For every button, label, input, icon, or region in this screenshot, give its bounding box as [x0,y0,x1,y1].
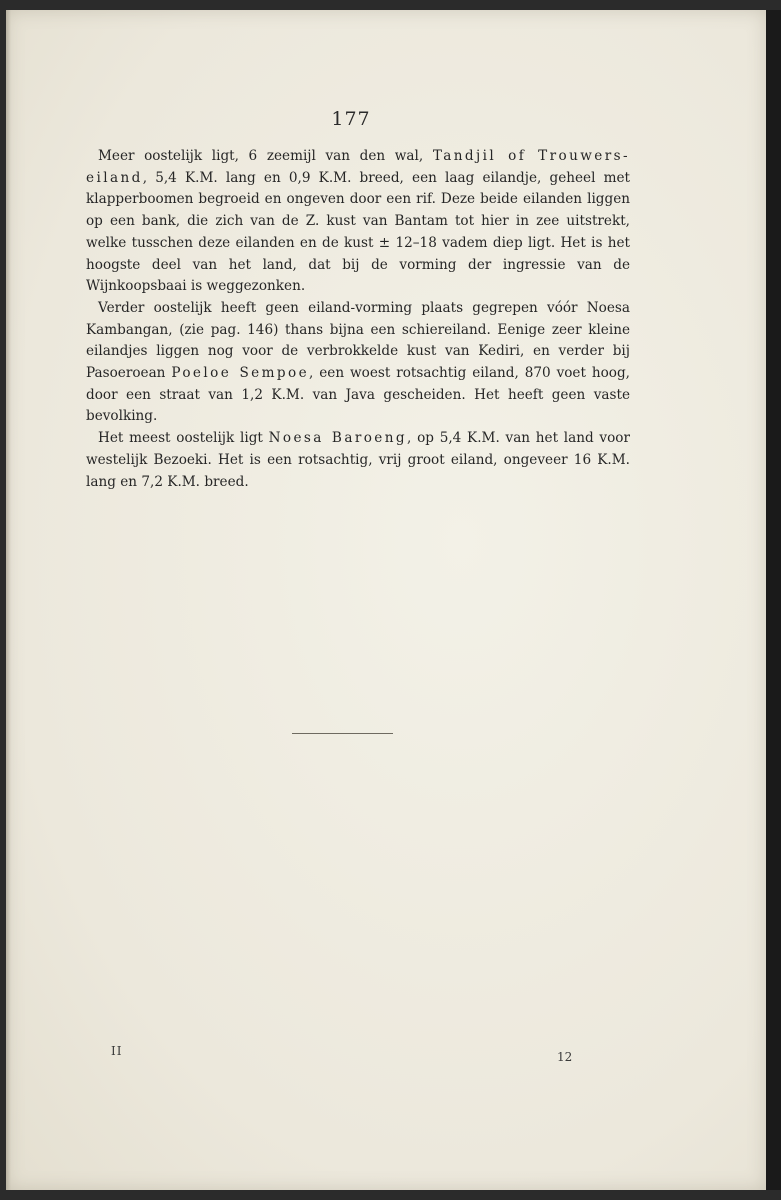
text-segment-spaced-name: Tandjil of Trouwers-eiland [86,148,631,186]
text-segment: Meer oostelijk ligt, 6 zeemijl van den wal, [98,148,433,164]
text-segment: Het meest oostelijk ligt [98,430,269,447]
text-segment-spaced-name: Noesa Baroeng [268,430,408,447]
text-segment: Verder oostelijk heeft geen eiland-vorming plaats gegrepen vóór Noesa Kambangan, (zie pag. 146) thans bijna een schiereiland. Eenige zeer kleine eilandjes liggen nog voor de verbrokkelde kust van Kediri, en verder bij Pasoeroean [86,299,630,382]
text-segment: , 5,4 K.M. lang en 0,9 K.M. breed, een laag eilandje, geheel met klapperboomen begroeid en ongeven door een rif. Deze beide eilanden liggen op een bank, die zich van de Z. kust van Bantam tot hier in zee uitstrekt, welke tusschen deze eilanden en de kust ± 12–18 vadem diep ligt. Het is het hoogste deel van het land, dat bij de vorming der ingressie van de Wijnkoopsbaai is weggezonken. [86,169,630,295]
paragraph-2 [86,298,630,428]
paragraph-3 [86,428,630,493]
paragraph-1 [86,146,630,298]
scan-border-right [766,10,781,1190]
signature-mark-left: II [111,1044,123,1058]
text-segment: , een woest rotsachtig eiland, 870 voet hoog, door een straat van 1,2 K.M. van Java gescheiden. Het heeft geen vaste bevolking. [86,365,630,425]
book-page [6,10,766,1190]
text-segment: , op 5,4 K.M. van het land voor westelijk Bezoeki. Het is een rotsachtig, vrij groot eiland, ongeveer 16 K.M. lang en 7,2 K.M. breed. [86,430,630,490]
text-segment-spaced-name: Poeloe Sempoe [171,365,310,382]
section-divider [292,733,393,734]
page-binding-edge [6,10,11,1190]
body-text [86,146,630,493]
page-number: 177 [331,108,371,130]
signature-mark-right: 12 [557,1050,573,1064]
